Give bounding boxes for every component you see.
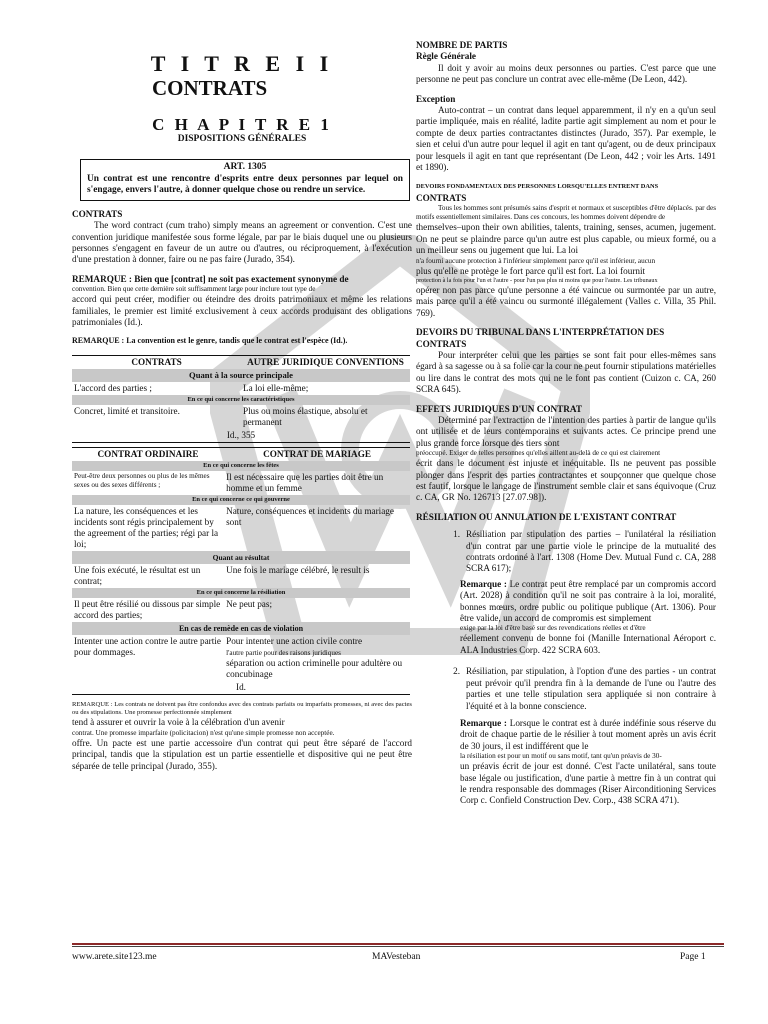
remarque-a-small: exige par la loi d'être basé sur des revendications réelles et d'être — [460, 624, 646, 633]
article-box — [80, 159, 410, 200]
table1-cell: Plus ou moins élastique, absolu et permanent — [243, 406, 368, 428]
footer-website[interactable]: www.arete.site123.me — [72, 952, 157, 962]
remarque-b-small: la résiliation est pour un motif ou sans motif, tant qu'un préavis de 30- — [460, 752, 662, 761]
table-contrat-mariage — [72, 447, 410, 695]
list-item — [416, 529, 716, 575]
article-text: Un contrat est une rencontre d'esprits entre deux personnes par lequel on s'engage, envers l'autre, à donner quelque chose ou rendre un service. — [87, 173, 403, 195]
exception-paragraph: Auto-contrat – un contrat dans lequel apparemment, il n'y en a qu'un seul partie impliquée, mais en réalité, ladite partie agit simplement au nom et pour le compte de deux parties contractantes distinctes (Jurado, 357). Par exemple, le sien et celui d'un autre pour lequel il agit en tant qu'agent, ou de deux principaux pour lesquels il agit en tant que représentant (De Leon, 442 ; voir les Arts. 1491 et 1890). — [416, 105, 716, 173]
remarque-a-text2: réellement convenu de bonne foi (Manille International Aéroport c. ALA Industries Corp. 422 SCRA 603. — [460, 633, 716, 655]
remarque-a-text: Le contrat peut être remplacé par un compromis accord (Art. 2028) à condition qu'il ne soit pas contraire à la loi, moralité, bonnes mœurs, ordre public ou politique publique (Art. 1306). Pour être valide, un accord de compromis est simplement — [460, 578, 717, 624]
nombre-heading: NOMBRE DE PARTIS — [416, 40, 508, 50]
list-item — [416, 666, 716, 712]
chapter-title: C H A P I T R E 1 — [152, 115, 332, 134]
chapter-subtitle: DISPOSITIONS GÉNÉRALES — [177, 134, 307, 144]
table2-band-resultat: Quant au résultat — [72, 551, 410, 564]
table2-reference: Id. — [236, 682, 246, 693]
devoirs-small3: protection à la fois pour l'un et l'autre - pour l'un pas plus ni moins que pour l'autre. Les tribunaux — [416, 276, 658, 284]
table2-col1: CONTRAT ORDINAIRE — [97, 449, 199, 460]
title-contrats: CONTRATS — [152, 76, 268, 100]
table1-cell: L'accord des parties ; — [74, 383, 152, 394]
devoirs-paragraph: themselves–upon their own abilities, talents, training, senses, acumen, jugement. On ne peut se plaindre parce qu'un autre est plus capable, ou mieux formé, ou a un meilleur sens ou jugement que lui. La loi — [416, 222, 716, 256]
devoirs-small: Tous les hommes sont présumés sains d'esprit et normaux et susceptibles d'être déplacés. par des motifs essentiellement similaires. Dans ces concours, les hommes doivent dépendre de — [416, 204, 716, 222]
resiliation-heading: RÉSILIATION OU ANNULATION DE L'EXISTANT CONTRAT — [416, 511, 677, 522]
table-contrats-conventions — [72, 355, 410, 443]
footer-author: MAVesteban — [372, 952, 421, 962]
table1-col1: CONTRATS — [131, 357, 182, 368]
remarque-2: REMARQUE : La convention est le genre, tandis que le contrat est l'espèce (Id.). — [72, 336, 348, 346]
remarque-b-text2: un préavis écrit de jour est donné. C'est l'acte unilatéral, sans toute base légale ou justification, d'une partie à mettre fin à un contrat qui le rendra responsable des dommages (Riser Airconditioning Services Corp c. Confield Construction Dev. Corp., 438 SCRA 471). — [460, 761, 716, 806]
regle-paragraph: Il doit y avoir au moins deux personnes ou parties. C'est parce que une personne ne peut pas conclure un contrat avec elle-même (De Leon, 442). — [416, 62, 716, 85]
remarque-1-text: accord qui peut créer, modifier ou éteindre des droits patrimoniaux et même les relations familiales, le premier est limité exclusivement à ceux accords produisant des obligations patrimoniales (Id.). — [72, 294, 412, 328]
table2-cell: Il est nécessaire que les parties doit être un homme et un femme — [226, 472, 384, 494]
table2-cell: Il peut être résilié ou dissous par simple accord des parties; — [74, 599, 221, 621]
footer-rule — [72, 946, 724, 947]
table2-col2: CONTRAT DE MARIAGE — [263, 449, 371, 460]
table2-cell: Peut-être deux personnes ou plus de les mêmes sexes ou des sexes différents ; — [74, 472, 210, 490]
effets-paragraph: Déterminé par l'extraction de l'intention des parties à partir de langue qu'ils ont utilisée et de leurs contemporains et suivants actes. Ce principe prend une plus grande force lorsque des tiers sont — [416, 414, 716, 448]
tribunal-heading: DEVOIRS DU TRIBUNAL DANS L'INTERPRÉTATION DES CONTRATS — [416, 327, 665, 349]
table1-cell: Concret, limité et transitoire. — [74, 406, 180, 417]
list-number: 2. — [453, 666, 460, 677]
table2-cell: Ne peut pas; — [226, 599, 273, 610]
regle-heading: Règle Générale — [416, 51, 476, 62]
table2-band-fetes: En ce qui concerne les fêtes — [72, 461, 410, 471]
footer-rule-red — [72, 943, 724, 945]
remarque-3-a: tend à assurer et ouvrir la voie à la célébration d'un avenir — [72, 717, 285, 728]
list-text: Résiliation par stipulation des parties – l'unilatéral la résiliation d'un contrat par une partie viole le principe de la mutualité des contrats ordonné à l'art. 1308 (Home Dev. Mutual Fund c. CA, 288 SCRA 617); — [466, 529, 716, 574]
table1-band-caracteristiques: En ce qui concerne les caractéristiques — [72, 395, 410, 405]
table2-cell: La nature, les conséquences et les incidents sont régis principalement by the agreement of the parties; régi par la loi; — [74, 506, 219, 550]
remarque-3-small2: contrat. Une promesse imparfaite (policitacion) n'est qu'une simple promesse non acceptée. — [72, 728, 335, 737]
devoirs-paragraph2: plus qu'elle ne protège le fort parce qu'il est fort. La loi fournit — [416, 265, 646, 276]
remarque-a — [460, 579, 716, 656]
devoirs-paragraph3: opérer non pas parce qu'une personne a été vaincue ou surmontée par un autre, mais parce qu'il a été vaincu ou surmonté illégalement (Valles c. Villa, 35 Phil. 769). — [416, 284, 716, 318]
table1-band-source: Quant à la source principale — [72, 369, 410, 382]
table2-cell — [224, 635, 410, 681]
table2-cell: Une fois exécuté, le résultat est un contrat; — [74, 565, 201, 587]
remarque-b-heading: Remarque : — [460, 717, 507, 728]
table2-band-remede: En cas de remède en cas de violation — [72, 622, 410, 635]
table1-reference: Id., 355 — [226, 430, 256, 441]
right-column — [416, 40, 716, 807]
table1-col2: AUTRE JURIDIQUE CONVENTIONS — [247, 357, 404, 368]
tribunal-paragraph: Pour interpréter celui que les parties se sont fait pour elles-mêmes sans égard à sa sagesse ou à sa folie car la cour ne peut fournir stipulations matérielles ou lire dans le contrat des mots qui ne le font pas contient (Cuizon c. CA, 260 SCRA 645). — [416, 349, 716, 395]
remarque-3-small: REMARQUE : Les contrats ne doivent pas être confondus avec des contrats parfaits ou imparfaits promesses, ni avec des pactes ou des stipulations. Une promesse perfectionnée simplement — [72, 701, 412, 717]
table2-cell: Nature, conséquences et incidents du mariage sont — [226, 506, 394, 528]
devoirs-heading-small: DEVOIRS FONDAMENTAUX DES PERSONNES LORSQU'ELLES ENTRENT DANS — [416, 183, 659, 191]
remarque-b-text: Lorsque le contrat est à durée indéfinie sous réserve du droit de chaque partie de le résilier à tout moment après un avis écrit de 30 jours, il est indifférent que le — [460, 717, 716, 751]
effets-small: préoccupé. Exiger de telles personnes qu'elles aillent au-delà de ce qui est clairement — [416, 449, 661, 458]
table2-cell-b: l'autre partie pour des raisons juridiques — [226, 649, 341, 658]
contrats-heading: CONTRATS — [72, 208, 123, 219]
table2-band-gouverne: En ce qui concerne ce qui gouverne — [72, 495, 410, 505]
article-number: ART. 1305 — [223, 162, 267, 173]
table2-cell: Une fois le mariage célébré, le result is — [226, 565, 370, 576]
effets-heading: EFFETS JURIDIQUES D'UN CONTRAT — [416, 403, 582, 414]
table2-cell-a: Pour intenter une action civile contre — [226, 636, 363, 647]
list-text: Résiliation, par stipulation, à l'option d'une des parties - un contrat peut prévoir qu'il prendra fin à la demande de l'une ou l'autre des parties et une telle stipulation sera appliquée si non contraire à l'équité et à la bonne conscience. — [466, 666, 716, 711]
footer-page-number: Page 1 — [680, 952, 706, 962]
table2-cell-c: séparation ou action criminelle pour adultère ou concubinage — [226, 658, 403, 680]
exception-heading: Exception — [416, 93, 456, 104]
remarque-a-heading: Remarque : — [460, 578, 507, 589]
list-number: 1. — [453, 529, 460, 540]
effets-paragraph2: écrit dans le document est injuste et inéquitable. Ils ne peuvent pas possible plonger dans l'esprit des parties contractantes et soupçonner que quelque chose est fautif, lorsque le langage de l'instrument semble clair et sans équivoque (Cruz c. CA, GR No. 126713 [27.07.98]). — [416, 458, 716, 503]
table1-cell: La loi elle-même; — [243, 383, 309, 394]
table2-cell: Intenter une action contre le autre partie pour dommages. — [74, 636, 221, 658]
remarque-b — [460, 718, 716, 807]
table2-band-resiliation: En ce qui concerne la résiliation — [72, 588, 410, 598]
remarque-1-heading: REMARQUE : Bien que [contrat] ne soit pas exactement synonyme de — [72, 273, 349, 284]
title-titre: T I T R E I I — [150, 51, 334, 76]
devoirs-heading: CONTRATS — [416, 192, 467, 203]
devoirs-small2: n'a fourni aucune protection à l'inférieur simplement parce qu'il est inférieur, aucun — [416, 256, 656, 265]
left-column — [72, 40, 412, 772]
remarque-1-small: convention. Bien que cette dernière soit suffisamment large pour inclure tout type de — [72, 285, 316, 294]
remarque-3-b: offre. Un pacte est une partie accessoire d'un contrat qui peut être séparé de l'accord principal, tandis que la stipulation est un partie essentielle et dispositive qui ne peut être séparée de telle principal (Jurado, 355). — [72, 737, 412, 771]
contrats-paragraph: The word contract (cum traho) simply means an agreement or convention. C'est une convention juridique manifestée sous forme légale, par par le biais duquel une ou plusieurs personnes s'engagent en faveur de un autre ou d'autres, ou réciproquement, à l'exécution d'une prestation à donner, faire ou ne pas faire (Jurado, 354). — [72, 220, 412, 265]
